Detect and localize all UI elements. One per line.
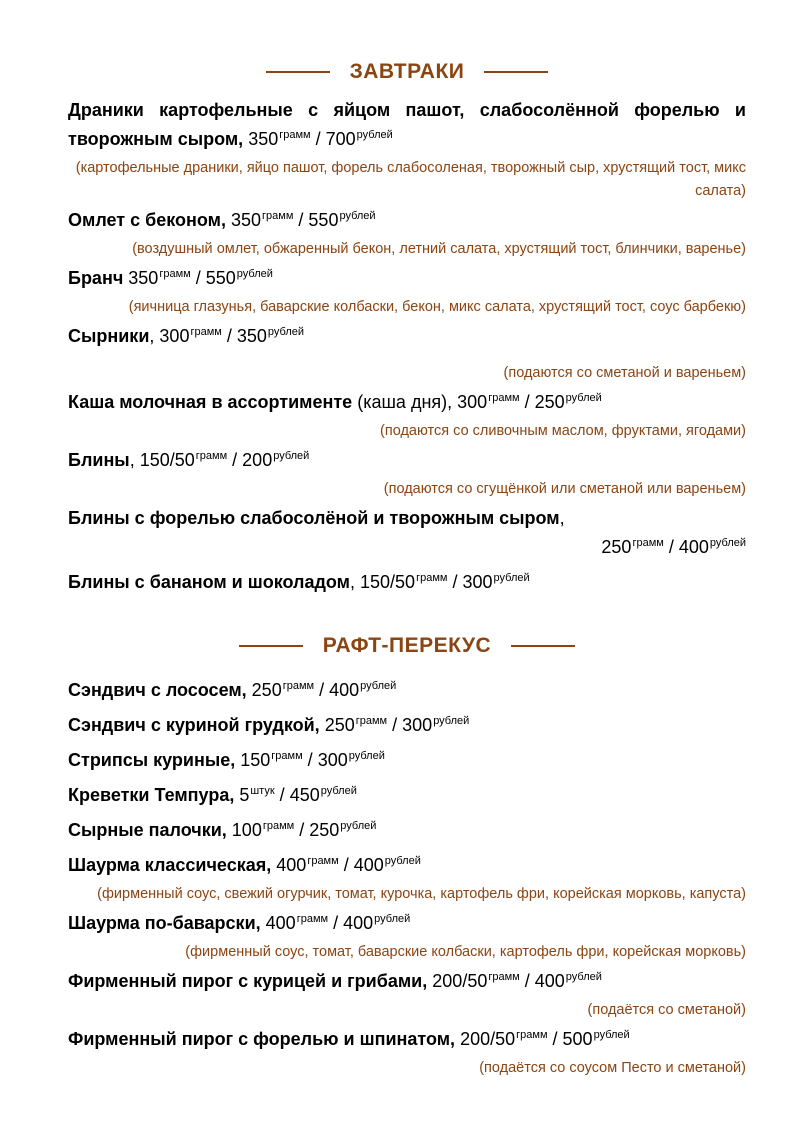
item-price: 300 bbox=[317, 750, 348, 770]
item-name: Стрипсы куриные, bbox=[68, 750, 236, 770]
item-name: Блины bbox=[68, 450, 130, 470]
weight-unit: грамм bbox=[488, 392, 520, 404]
item-price: 500 bbox=[562, 1029, 593, 1049]
section-title: ЗАВТРАКИ bbox=[349, 60, 465, 83]
price-unit: рублей bbox=[565, 971, 602, 983]
item-weight: 200/50 bbox=[432, 971, 488, 991]
item-weight: 300 bbox=[159, 326, 190, 346]
decorative-rule bbox=[511, 645, 575, 647]
weight-unit: грамм bbox=[195, 450, 228, 462]
price-unit: рублей bbox=[236, 268, 273, 280]
item-weight: 400 bbox=[276, 855, 307, 875]
item-description: (подаётся со сметаной) bbox=[587, 1002, 746, 1018]
weight-unit: грамм bbox=[632, 537, 664, 549]
item-description: (картофельные драники, яйцо пашот, форель слабосоленая, творожный сыр, хрустящий тост, микс салата) bbox=[75, 160, 746, 199]
menu-item: Шаурма классическая, $400^{грамм} / 400^{рублей}$ (фирменный соус, свежий огурчик, томат, курочка, картофель фри, корейская морковь, капуста) bbox=[68, 851, 746, 906]
weight-unit: грамм bbox=[516, 1029, 548, 1041]
weight-unit: грамм bbox=[159, 268, 191, 280]
item-price: 400 bbox=[329, 680, 360, 700]
item-name: Блины с форелью слабосолёной и творожным сыром bbox=[68, 508, 560, 528]
item-weight: 250 bbox=[251, 680, 282, 700]
item-suffix: , bbox=[349, 572, 355, 592]
menu-item: Фирменный пирог с курицей и грибами, $200/50^{грамм} / 400^{рублей}$ (подаётся со сметаной) bbox=[68, 967, 746, 1022]
item-name: Сэндвич с лососем, bbox=[68, 680, 247, 700]
menu-item: Блины с бананом и шоколадом, $150/50^{грамм} / 300^{рублей}$ bbox=[68, 572, 530, 592]
section-header bbox=[68, 626, 746, 666]
item-name: Каша молочная в ассортименте bbox=[68, 392, 353, 412]
item-weight: 250 bbox=[601, 537, 632, 557]
item-price: 700 bbox=[325, 129, 356, 149]
item-price: 550 bbox=[205, 268, 236, 288]
menu-page bbox=[68, 52, 746, 1083]
item-weight: 250 bbox=[324, 715, 355, 735]
price-unit: рублей bbox=[433, 715, 470, 727]
weight-unit: грамм bbox=[488, 971, 520, 983]
item-price: 250 bbox=[309, 820, 340, 840]
item-description: (подаются со сгущёнкой или сметаной или вареньем) bbox=[383, 481, 746, 497]
item-weight: 100 bbox=[231, 820, 262, 840]
item-name: Сырные палочки, bbox=[68, 820, 227, 840]
menu-item: Каша молочная в ассортименте (каша дня), $300^{грамм} / 250^{рублей}$ (подаются со сливочным маслом, фруктами, ягодами) bbox=[68, 388, 746, 443]
price-unit: рублей bbox=[356, 129, 393, 141]
item-description: (подаются со сметаной и вареньем) bbox=[503, 365, 746, 381]
item-price: 200 bbox=[242, 450, 273, 470]
section-breakfast bbox=[68, 52, 746, 600]
price-unit: рублей bbox=[320, 785, 357, 797]
item-weight: 350 bbox=[128, 268, 159, 288]
weight-unit: грамм bbox=[355, 715, 388, 727]
item-weight: 150/50 bbox=[139, 450, 195, 470]
section-title: РАФТ-ПЕРЕКУС bbox=[322, 634, 492, 657]
weight-unit: грамм bbox=[262, 210, 294, 222]
menu-item: Шаурма по-баварски, $400^{грамм} / 400^{рублей}$ (фирменный соус, томат, баварские колбаски, картофель фри, корейская морковь) bbox=[68, 909, 746, 964]
weight-unit: грамм bbox=[190, 326, 222, 338]
price-unit: рублей bbox=[348, 750, 385, 762]
item-name: Бранч bbox=[68, 268, 124, 288]
item-suffix: , bbox=[149, 326, 155, 346]
decorative-rule bbox=[266, 71, 330, 73]
menu-item: Блины, $150/50^{грамм} / 200^{рублей}$ (подаются со сгущёнкой или сметаной или вареньем) bbox=[68, 446, 746, 501]
price-unit: рублей bbox=[273, 450, 310, 462]
item-suffix: , bbox=[129, 450, 135, 470]
price-unit: рублей bbox=[709, 537, 746, 549]
item-description: (фирменный соус, томат, баварские колбаски, картофель фри, корейская морковь) bbox=[185, 944, 746, 960]
price-unit: рублей bbox=[339, 210, 376, 222]
price-unit: рублей bbox=[493, 572, 530, 584]
item-suffix: (каша дня), bbox=[357, 392, 453, 412]
weight-unit: грамм bbox=[307, 855, 339, 867]
item-description: (воздушный омлет, обжаренный бекон, летний салата, хрустящий тост, блинчики, варенье) bbox=[132, 241, 746, 257]
item-weight: 150 bbox=[240, 750, 271, 770]
weight-unit: грамм bbox=[416, 572, 448, 584]
price-unit: рублей bbox=[384, 855, 421, 867]
menu-item: Бранч $350^{грамм} / 550^{рублей}$ (яичница глазунья, баварские колбаски, бекон, микс салата, хрустящий тост, соус барбекю) bbox=[68, 264, 746, 319]
item-price: 400 bbox=[678, 537, 709, 557]
menu-item: Креветки Темпура, $5^{штук} / 450^{рублей}$ bbox=[68, 785, 357, 805]
item-name: Драники картофельные с яйцом пашот, слабосолённой форелью и творожным сыром, bbox=[68, 100, 746, 149]
section-snacks bbox=[68, 626, 746, 1080]
menu-item: Омлет с беконом, $350^{грамм} / 550^{рублей}$ (воздушный омлет, обжаренный бекон, летний салата, хрустящий тост, блинчики, варенье) bbox=[68, 206, 746, 261]
item-price: 350 bbox=[236, 326, 267, 346]
menu-item: Драники картофельные с яйцом пашот, слабосолённой форелью и творожным сыром, $350^{грамм} / 700^{рублей}$ (картофельные драники, яйцо пашот, форель слабосоленая, творожный сыр, хрустящий тост, микс салата) bbox=[68, 96, 746, 203]
item-price: 550 bbox=[308, 210, 339, 230]
menu-item: Фирменный пирог с форелью и шпинатом, $200/50^{грамм} / 500^{рублей}$ (подаётся со соусом Песто и сметаной) bbox=[68, 1025, 746, 1080]
item-name: Сэндвич с куриной грудкой, bbox=[68, 715, 320, 735]
menu-item: Сырные палочки, $100^{грамм} / 250^{рублей}$ bbox=[68, 820, 377, 840]
item-name: Омлет с беконом, bbox=[68, 210, 226, 230]
weight-unit: грамм bbox=[279, 129, 311, 141]
menu-item: Сэндвич с куриной грудкой, $250^{грамм} / 300^{рублей}$ bbox=[68, 715, 470, 735]
item-description: (подаются со сливочным маслом, фруктами, ягодами) bbox=[380, 423, 746, 439]
item-weight: 200/50 bbox=[460, 1029, 516, 1049]
item-name: Креветки Темпура, bbox=[68, 785, 235, 805]
item-suffix: , bbox=[559, 508, 565, 528]
item-price: 400 bbox=[534, 971, 565, 991]
item-weight: 350 bbox=[230, 210, 262, 230]
decorative-rule bbox=[484, 71, 548, 73]
item-price: 300 bbox=[462, 572, 493, 592]
weight-unit: грамм bbox=[296, 913, 329, 925]
item-name: Блины с бананом и шоколадом bbox=[68, 572, 350, 592]
item-weight: 150/50 bbox=[360, 572, 416, 592]
section-header bbox=[68, 52, 746, 92]
price-unit: рублей bbox=[593, 1029, 630, 1041]
item-weight: 350 bbox=[248, 129, 279, 149]
item-price: 250 bbox=[534, 392, 565, 412]
menu-item: Сэндвич с лососем, $250^{грамм} / 400^{рублей}$ bbox=[68, 680, 397, 700]
price-unit: рублей bbox=[565, 392, 602, 404]
item-name: Фирменный пирог с форелью и шпинатом, bbox=[68, 1029, 456, 1049]
price-unit: рублей bbox=[340, 820, 377, 832]
item-description: (яичница глазунья, баварские колбаски, бекон, микс салата, хрустящий тост, соус барбекю) bbox=[128, 299, 746, 315]
price-unit: рублей bbox=[360, 680, 397, 692]
item-price: 450 bbox=[289, 785, 320, 805]
item-description: (подаётся со соусом Песто и сметаной) bbox=[479, 1060, 746, 1076]
item-price: 400 bbox=[353, 855, 384, 875]
item-name: Фирменный пирог с курицей и грибами, bbox=[68, 971, 428, 991]
item-name: Шаурма классическая, bbox=[68, 855, 272, 875]
item-price: 300 bbox=[402, 715, 433, 735]
decorative-rule bbox=[239, 645, 303, 647]
weight-unit: грамм bbox=[271, 750, 303, 762]
menu-item: Сырники, $300^{грамм} / 350^{рублей}$ (подаются со сметаной и вареньем) bbox=[68, 322, 746, 385]
item-weight: 300 bbox=[457, 392, 488, 412]
menu-item: Стрипсы куриные, $150^{грамм} / 300^{рублей}$ bbox=[68, 750, 385, 770]
item-description: (фирменный соус, свежий огурчик, томат, курочка, картофель фри, корейская морковь, капуста) bbox=[97, 886, 746, 902]
price-unit: рублей bbox=[267, 326, 305, 338]
weight-unit: грамм bbox=[262, 820, 295, 832]
menu-item: Блины с форелью слабосолёной и творожным сыром, $250^{грамм} / 400^{рублей}$ bbox=[68, 508, 746, 557]
price-unit: рублей bbox=[374, 913, 411, 925]
item-price: 400 bbox=[343, 913, 374, 933]
item-name: Сырники bbox=[68, 326, 150, 346]
weight-unit: штук bbox=[250, 785, 275, 797]
weight-unit: грамм bbox=[282, 680, 315, 692]
item-weight: 5 bbox=[239, 785, 250, 805]
item-name: Шаурма по-баварски, bbox=[68, 913, 261, 933]
item-weight: 400 bbox=[265, 913, 296, 933]
